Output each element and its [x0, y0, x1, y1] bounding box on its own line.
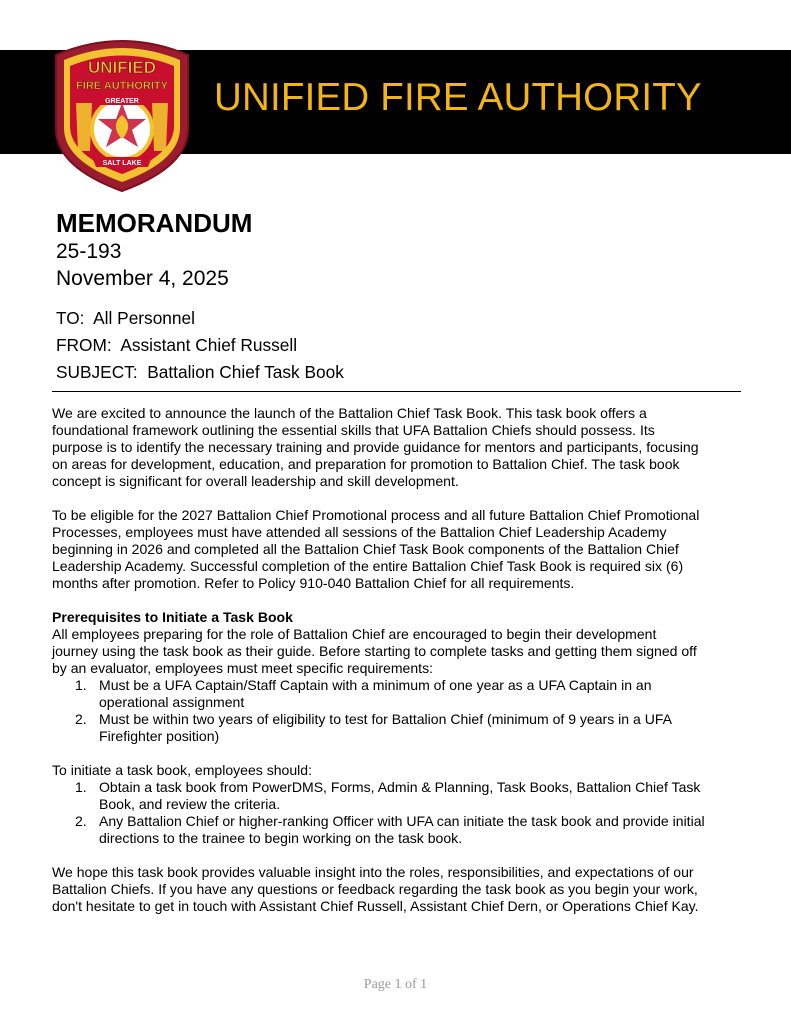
eligibility-line: Processes, employees must have attended all sessions of the Battalion Chief Leadership Academy: [52, 524, 667, 540]
from-field: [56, 332, 344, 359]
memo-date: November 4, 2025: [56, 267, 229, 290]
logo-ribbon-bottom: SALT LAKE: [102, 160, 142, 167]
list-item-line: Any Battalion Chief or higher-ranking Officer with UFA can initiate the task book and provide initial: [99, 813, 705, 829]
eligibility-line: beginning in 2026 and completed all the Battalion Chief Task Book components of the Battalion Chief: [52, 541, 679, 557]
list-item: [52, 813, 752, 847]
list-item: [52, 779, 752, 813]
list-item-line: Must be a UFA Captain/Staff Captain with a minimum of one year as a UFA Captain in an: [99, 677, 652, 693]
prereq-intro-line: All employees preparing for the role of Battalion Chief are encouraged to begin their development: [52, 626, 657, 642]
initiate-list: [52, 779, 752, 847]
list-item-line: directions to the trainee to begin working on the task book.: [99, 830, 463, 846]
subject-label: SUBJECT:: [56, 362, 138, 382]
subject-field: [56, 359, 344, 386]
intro-line: concept is significant for overall leadership and skill development.: [52, 473, 459, 489]
header-divider: [52, 391, 741, 392]
intro-line: We are excited to announce the launch of the Battalion Chief Task Book. This task book offers a: [52, 405, 647, 421]
list-item-line: Obtain a task book from PowerDMS, Forms, Admin & Planning, Task Books, Battalion Chief Task: [99, 779, 701, 795]
eligibility-line: To be eligible for the 2027 Battalion Chief Promotional process and all future Battalion Chief Promotional: [52, 507, 700, 523]
memo-title: MEMORANDUM: [56, 208, 253, 238]
closing-line: don't hesitate to get in touch with Assistant Chief Russell, Assistant Chief Dern, or Operations Chief Kay.: [52, 898, 699, 914]
list-item: [52, 677, 752, 711]
logo-mid-text: FIRE AUTHORITY: [76, 80, 168, 92]
prerequisites-heading: Prerequisites to Initiate a Task Book: [52, 609, 293, 625]
memo-heading: [56, 208, 252, 292]
list-number: 1.: [75, 779, 87, 795]
list-item-line: Book, and review the criteria.: [99, 796, 281, 812]
closing-paragraph: [52, 864, 752, 915]
intro-line: on areas for development, education, and preparation for promotion to Battalion Chief. The task book: [52, 456, 680, 472]
memo-body: [52, 405, 752, 915]
to-label: TO:: [56, 308, 85, 328]
list-item-line: operational assignment: [99, 694, 245, 710]
list-number: 2.: [75, 711, 87, 727]
eligibility-line: months after promotion. Refer to Policy 910-040 Battalion Chief for all requirements.: [52, 575, 575, 591]
closing-line: We hope this task book provides valuable insight into the roles, responsibilities, and expectations of our: [52, 864, 694, 880]
intro-line: foundational framework outlining the essential skills that UFA Battalion Chiefs should possess. Its: [52, 422, 655, 438]
list-item-line: Must be within two years of eligibility to test for Battalion Chief (minimum of 9 years in a UFA: [99, 711, 673, 727]
memo-number: 25-193: [56, 240, 122, 263]
list-item: [52, 711, 752, 745]
initiate-intro: To initiate a task book, employees should:: [52, 762, 313, 778]
subject-value: Battalion Chief Task Book: [147, 362, 344, 382]
list-number: 2.: [75, 813, 87, 829]
logo-ribbon-top: GREATER: [105, 98, 139, 105]
from-label: FROM:: [56, 335, 112, 355]
to-value: All Personnel: [93, 308, 195, 328]
memo-header-fields: [56, 305, 344, 386]
intro-paragraph: [52, 405, 752, 490]
closing-line: Battalion Chiefs. If you have any questions or feedback regarding the task book as you begin your work,: [52, 881, 698, 897]
initiate-section: [52, 762, 752, 779]
page-number: Page 1 of 1: [363, 977, 428, 992]
prereq-intro-line: journey using the task book as their guide. Before starting to complete tasks and getting them signed off: [52, 643, 697, 659]
list-number: 1.: [75, 677, 87, 693]
prerequisites-list: [52, 677, 752, 745]
eligibility-line: Leadership Academy. Successful completion of the entire Battalion Chief Task Book is required six (6): [52, 558, 684, 574]
logo-top-text: UNIFIED: [88, 58, 156, 77]
organization-title: UNIFIED FIRE AUTHORITY: [214, 76, 702, 119]
prerequisites-section: [52, 609, 752, 677]
from-value: Assistant Chief Russell: [120, 335, 298, 355]
eligibility-paragraph: [52, 507, 752, 592]
list-item-line: Firefighter position): [99, 728, 220, 744]
to-field: [56, 305, 344, 332]
intro-line: purpose is to identify the necessary training and provide guidance for mentors and participants, focusing: [52, 439, 699, 455]
unified-fire-authority-badge-icon: [48, 33, 196, 193]
prereq-intro-line: by an evaluator, employees must meet specific requirements:: [52, 660, 434, 676]
